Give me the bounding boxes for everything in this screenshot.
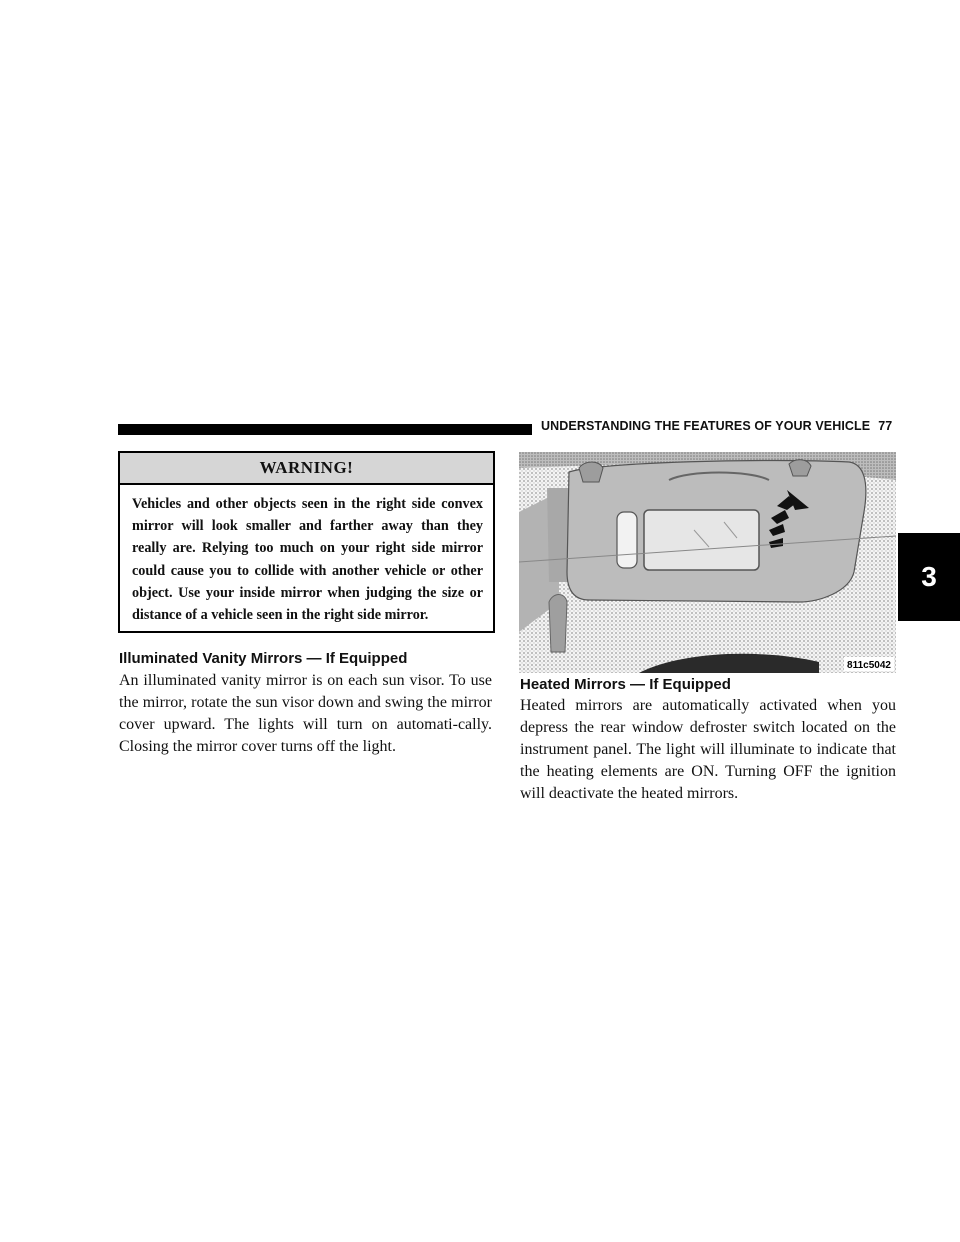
vanity-mirror-text: An illuminated vanity mirror is on each sun visor. To use the mirror, rotate the sun visor down and swing the mirror cover upward. The lights will turn on automati-cally. Closing the mirror cover turns off the light. — [119, 672, 492, 755]
chapter-tab: 3 — [898, 533, 960, 621]
page-number: 77 — [878, 419, 893, 433]
sun-visor-illustration — [519, 452, 896, 673]
header-title: UNDERSTANDING THE FEATURES OF YOUR VEHICLE — [541, 419, 871, 433]
heated-mirrors-heading: Heated Mirrors — If Equipped — [520, 676, 731, 693]
heated-mirrors-text: Heated mirrors are automatically activated when you depress the rear window defroster switch located on the instrument panel. The light will illuminate to indicate that the heating elements are ON. Turning OFF the ignition will deactivate the heated mirrors. — [520, 697, 896, 802]
sun-visor-figure — [519, 452, 896, 673]
figure-code: 811c5042 — [847, 660, 891, 671]
header-rule — [118, 424, 532, 435]
vanity-mirror-heading: Illuminated Vanity Mirrors — If Equipped — [119, 650, 408, 667]
warning-title: WARNING! — [120, 453, 493, 485]
running-header — [541, 419, 892, 433]
warning-box — [118, 451, 495, 633]
warning-text: Vehicles and other objects seen in the right side convex mirror will look smaller and farther away than they really are. Relying too much on your right side mirror could cause you to collide with another vehicle or other object. Use your inside mirror when judging the size or distance of a vehicle seen in the right side mirror. — [132, 496, 483, 624]
